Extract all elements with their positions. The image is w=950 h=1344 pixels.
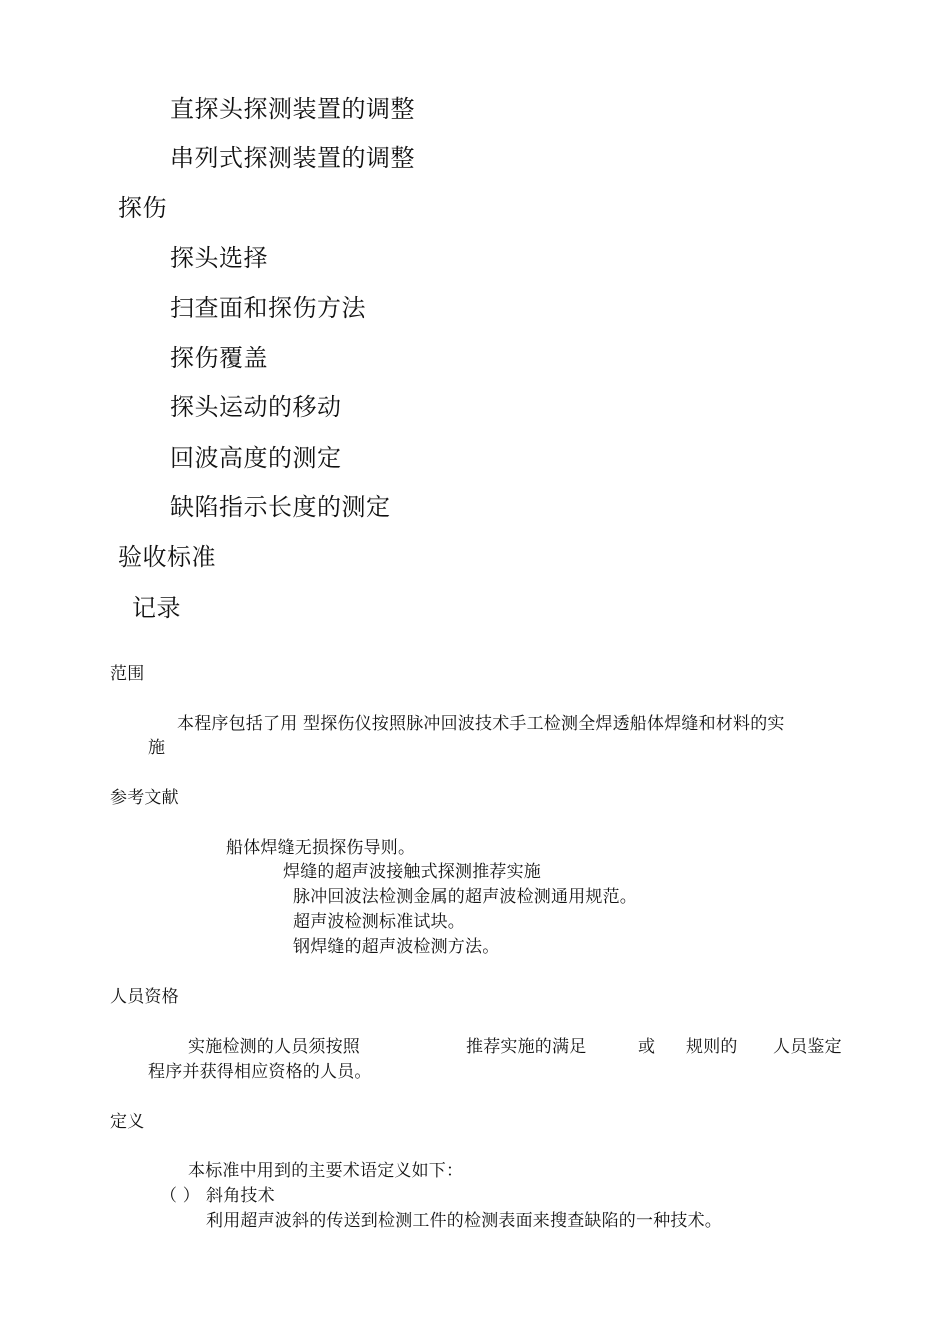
toc-item-echo-height: 回波高度的测定 (170, 444, 342, 472)
personnel-text-part: 或 (638, 1037, 656, 1057)
toc-item-straight-probe-adjustment: 直探头探测装置的调整 (170, 95, 415, 123)
scope-text-line1: 本程序包括了用 型探伤仪按照脉冲回波技术手工检测全焊透船体焊缝和材料的实 (177, 714, 785, 734)
reference-item: 焊缝的超声波接触式探测推荐实施 (283, 862, 541, 882)
section-heading-references: 参考文献 (110, 788, 179, 808)
scope-text-line2: 施 (148, 738, 166, 758)
personnel-text-line2: 程序并获得相应资格的人员。 (148, 1062, 372, 1082)
section-heading-definitions: 定义 (110, 1112, 145, 1132)
personnel-text-part: 人员鉴定 (773, 1037, 842, 1057)
reference-item: 船体焊缝无损探伤导则。 (226, 838, 416, 858)
personnel-text-part: 规则的 (686, 1037, 738, 1057)
toc-item-scan-surface-method: 扫查面和探伤方法 (170, 294, 366, 322)
reference-item: 脉冲回波法检测金属的超声波检测通用规范。 (293, 887, 637, 907)
definition-item-description: 利用超声波斜的传送到检测工件的检测表面来搜查缺陷的一种技术。 (206, 1211, 722, 1231)
section-heading-scope: 范围 (110, 664, 145, 684)
definition-item-marker: （ ） (160, 1186, 201, 1206)
toc-item-probe-movement: 探头运动的移动 (170, 393, 342, 421)
section-heading-personnel: 人员资格 (110, 987, 179, 1007)
toc-item-acceptance-criteria: 验收标准 (118, 543, 216, 571)
reference-item: 钢焊缝的超声波检测方法。 (293, 937, 500, 957)
personnel-text-part: 推荐实施的满足 (466, 1037, 587, 1057)
personnel-text-part: 实施检测的人员须按照 (188, 1037, 360, 1057)
toc-item-flaw-detection: 探伤 (118, 194, 167, 222)
definition-item-term: 斜角技术 (206, 1186, 275, 1206)
toc-item-coverage: 探伤覆盖 (170, 344, 268, 372)
toc-item-tandem-probe-adjustment: 串列式探测装置的调整 (170, 144, 415, 172)
toc-item-probe-selection: 探头选择 (170, 244, 268, 272)
toc-item-defect-length: 缺陷指示长度的测定 (170, 493, 391, 521)
toc-item-records: 记录 (132, 594, 181, 622)
reference-item: 超声波检测标准试块。 (293, 912, 465, 932)
definitions-intro: 本标准中用到的主要术语定义如下： (188, 1161, 464, 1181)
